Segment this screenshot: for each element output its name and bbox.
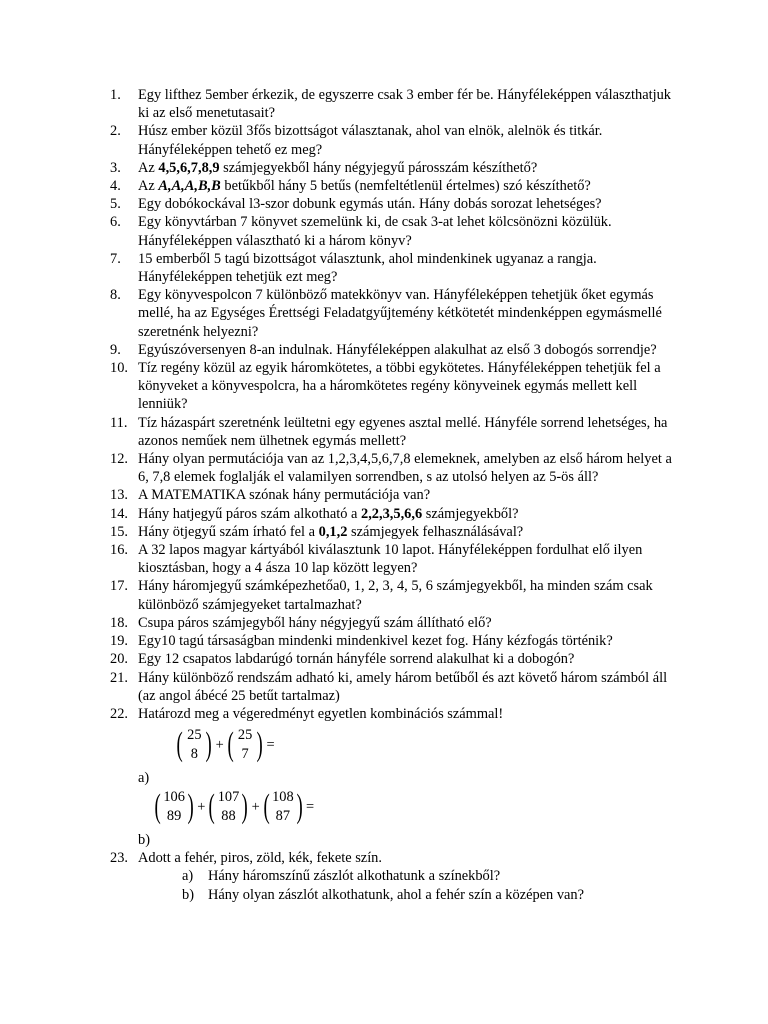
binomial-coefficient bbox=[225, 725, 266, 765]
problem-text: Adott a fehér, piros, zöld, kék, fekete szín. bbox=[138, 850, 382, 867]
problem-text bbox=[138, 524, 523, 540]
text-run: Hány különböző rendszám adható ki, amely három betűből és azt követő három számból áll (az angol ábécé 25 betűt tartalmaz) bbox=[138, 669, 668, 704]
problem-text bbox=[138, 651, 574, 667]
binomial-coefficient bbox=[261, 787, 305, 827]
binomial-stack bbox=[236, 726, 254, 764]
problem-number: 4. bbox=[110, 178, 121, 195]
right-paren: ) bbox=[187, 788, 194, 826]
problem-number: 13. bbox=[110, 487, 128, 504]
binomial-bottom: 7 bbox=[241, 746, 249, 763]
problem-text bbox=[138, 123, 602, 157]
text-run: Csupa páros számjegyből hány négyjegyű szám állítható elő? bbox=[138, 614, 492, 631]
problem-number: 18. bbox=[110, 614, 128, 631]
left-paren: ( bbox=[176, 726, 183, 764]
problem-number: 17. bbox=[110, 578, 128, 595]
problem-number: 14. bbox=[110, 505, 128, 522]
text-run: Egy könyvespolcon 7 különböző matekkönyv van. Hányféleképpen tehetjük őket egymás mellé, ha az Egységes Érettségi Feladatgyűjtemény kétkötetét mindenképpen egymásmellé szeretnénk helyezni? bbox=[138, 287, 662, 340]
emphasis-run: 4,5,6,7,8,9 bbox=[158, 159, 220, 176]
text-run: Egy könyvtárban 7 könyvet szemelünk ki, de csak 3-at lehet kölcsönözni közülük. Hányféleképpen választható ki a három könyv? bbox=[138, 214, 612, 249]
text-run: számjegyekből hány négyjegyű párosszám készíthető? bbox=[219, 159, 538, 176]
problem-item bbox=[110, 849, 680, 904]
sub-question-text: Hány háromszínű zászlót alkothatunk a színekből? bbox=[208, 868, 501, 885]
problem-text bbox=[138, 196, 602, 212]
text-run: Az bbox=[138, 159, 159, 176]
text-run: A MATEMATIKA szónak hány permutációja van? bbox=[138, 487, 431, 504]
left-paren: ( bbox=[227, 726, 234, 764]
text-run: betűkből hány 5 betűs (nemfeltétlenül értelmes) szó készíthető? bbox=[220, 178, 591, 195]
problem-item bbox=[110, 632, 680, 650]
binomial-stack bbox=[163, 788, 185, 826]
problem-number: 21. bbox=[110, 669, 128, 686]
problem-number: 15. bbox=[110, 523, 128, 540]
emphasis-run: 0,1,2 bbox=[318, 523, 348, 540]
problem-number: 7. bbox=[110, 250, 121, 267]
text-run: Egy dobókockával l3-szor dobunk egymás után. Hány dobás sorozat lehetséges? bbox=[138, 196, 602, 213]
binomial-expression bbox=[138, 787, 680, 831]
text-run: Hány hatjegyű páros szám alkotható a bbox=[138, 505, 361, 522]
plus-sign: + bbox=[215, 737, 224, 753]
problem-text bbox=[138, 451, 672, 485]
problem-item bbox=[110, 341, 680, 359]
problem-item bbox=[110, 359, 680, 414]
sub-question-list bbox=[138, 867, 680, 903]
problem-item bbox=[110, 195, 680, 213]
problem-number: 3. bbox=[110, 159, 121, 176]
text-run: A 32 lapos magyar kártyából kiválasztunk 10 lapot. Hányféleképpen fordulhat elő ilyen kiosztásban, hogy a 4 ásza 10 lap között legyen? bbox=[138, 542, 643, 577]
text-run: Határozd meg a végeredményt egyetlen kombinációs számmal! bbox=[138, 705, 504, 722]
text-run: Hány háromjegyű számképezhetőa0, 1, 2, 3, 4, 5, 6 számjegyekből, ha minden szám csak különböző számjegyeket tartalmazhat? bbox=[138, 578, 653, 613]
text-run: Hány olyan permutációja van az 1,2,3,4,5,6,7,8 elemeknek, amelyben az első három helyet a 6, 7,8 elemek foglalják el valamilyen sorrendben, s az utolsó helyen az 5-ös áll? bbox=[138, 451, 672, 486]
binomial-bottom: 87 bbox=[275, 808, 291, 825]
formula-block bbox=[110, 725, 680, 787]
equals-sign: = bbox=[306, 799, 315, 815]
problem-text bbox=[138, 706, 503, 722]
problem-text bbox=[138, 487, 430, 503]
binomial-bottom: 89 bbox=[166, 808, 182, 825]
problem-item bbox=[110, 159, 680, 177]
binomial-stack bbox=[218, 788, 240, 826]
problem-text bbox=[138, 360, 661, 412]
problem-text bbox=[138, 578, 653, 612]
emphasis-run: 2,2,3,5,6,6 bbox=[361, 505, 423, 522]
problem-number: 12. bbox=[110, 451, 128, 468]
binomial-coefficient bbox=[152, 787, 196, 827]
problem-number: 1. bbox=[110, 87, 121, 103]
right-paren: ) bbox=[205, 726, 213, 764]
problem-item bbox=[110, 86, 680, 122]
left-paren: ( bbox=[154, 788, 161, 826]
binomial-stack bbox=[185, 726, 203, 764]
problem-number: 23. bbox=[110, 850, 128, 867]
right-paren: ) bbox=[241, 788, 249, 826]
problem-item bbox=[110, 250, 680, 286]
text-run: 15 emberből 5 tagú bizottságot választunk, ahol mindenkinek ugyanaz a rangja. Hányféleképpen tehetjük ezt meg? bbox=[138, 250, 597, 286]
right-paren: ) bbox=[296, 788, 303, 826]
binomial-top: 108 bbox=[272, 789, 294, 806]
left-paren: ( bbox=[208, 788, 216, 826]
text-run: Egy10 tagú társaságban mindenki mindenkivel kezet fog. Hány kézfogás történik? bbox=[138, 633, 613, 650]
problem-item bbox=[110, 705, 680, 723]
problem-text bbox=[138, 160, 537, 176]
equals-sign: = bbox=[266, 737, 275, 753]
problem-number: 16. bbox=[110, 542, 128, 559]
formula-label: a) bbox=[138, 770, 150, 787]
problem-item bbox=[110, 650, 680, 668]
problem-number: 11. bbox=[110, 414, 128, 431]
text-run: számjegyekből? bbox=[422, 505, 519, 522]
text-run: Az bbox=[138, 178, 159, 195]
text-run: Tíz házaspárt szeretnénk leültetni egy egyenes asztal mellé. Hányféle sorrend lehetséges, ha azonos neműek nem ülhetnek egymás mellett? bbox=[138, 414, 668, 449]
sub-question bbox=[160, 886, 680, 904]
problem-number: 9. bbox=[110, 341, 121, 358]
problem-item bbox=[110, 177, 680, 195]
left-paren: ( bbox=[263, 788, 270, 826]
sub-question-text: Hány olyan zászlót alkothatunk, ahol a fehér szín a középen van? bbox=[208, 886, 585, 903]
text-run: Tíz regény közül az egyik háromkötetes, a többi egykötetes. Hányféleképpen tehetjük fel a könyveket a könyvespolcra, ha a háromkötetes regény könyveinek egymás mellett kell lenniük? bbox=[138, 360, 661, 413]
problem-number: 8. bbox=[110, 287, 121, 304]
binomial-top: 25 bbox=[237, 727, 253, 744]
sub-question bbox=[160, 867, 680, 885]
problem-text bbox=[138, 251, 597, 285]
problem-text bbox=[138, 615, 492, 631]
problem-number: 2. bbox=[110, 123, 121, 140]
problem-item bbox=[110, 669, 680, 705]
problem-number: 5. bbox=[110, 196, 121, 213]
problem-number: 6. bbox=[110, 214, 121, 231]
problem-number: 19. bbox=[110, 633, 128, 650]
problem-item bbox=[110, 286, 680, 341]
binomial-expression bbox=[138, 725, 680, 769]
binomial-bottom: 8 bbox=[190, 746, 198, 763]
problem-number: 10. bbox=[110, 360, 128, 377]
right-paren: ) bbox=[256, 726, 263, 764]
problem-item bbox=[110, 122, 680, 158]
text-run: számjegyek felhasználásával? bbox=[347, 523, 524, 540]
problem-text bbox=[138, 214, 612, 248]
text-run: Egyúszóversenyen 8-an indulnak. Hányféleképpen alakulhat az első 3 dobogós sorrendje? bbox=[138, 341, 657, 358]
problem-item bbox=[110, 414, 680, 450]
sub-question-label: a) bbox=[182, 868, 194, 885]
binomial-top: 106 bbox=[163, 789, 185, 806]
problem-text bbox=[138, 287, 662, 339]
problem-list bbox=[110, 86, 680, 904]
sub-question-label: b) bbox=[182, 886, 194, 903]
problem-text bbox=[138, 178, 591, 194]
problem-text bbox=[138, 670, 667, 704]
plus-sign: + bbox=[251, 799, 260, 815]
problem-item bbox=[110, 614, 680, 632]
binomial-top: 25 bbox=[187, 727, 202, 744]
text-run: Hány ötjegyű szám írható fel a bbox=[138, 523, 319, 540]
text-run: Egy 12 csapatos labdarúgó tornán hányféle sorrend alakulhat ki a dobogón? bbox=[138, 651, 575, 668]
problem-item bbox=[110, 213, 680, 249]
text-run: Húsz ember közül 3fős bizottságot választanak, ahol van elnök, alelnök és titkár. Hányféleképpen tehető ez meg? bbox=[138, 123, 603, 158]
plus-sign: + bbox=[197, 799, 206, 815]
formula-label: b) bbox=[138, 832, 150, 849]
binomial-bottom: 88 bbox=[221, 808, 236, 825]
problem-text bbox=[138, 415, 667, 449]
binomial-top: 107 bbox=[217, 789, 240, 806]
problem-item bbox=[110, 505, 680, 523]
problem-number: 22. bbox=[110, 705, 128, 722]
problem-item bbox=[110, 541, 680, 577]
problem-text bbox=[138, 542, 642, 576]
problem-text bbox=[138, 87, 671, 121]
problem-text bbox=[138, 506, 518, 522]
binomial-coefficient bbox=[174, 725, 215, 765]
problem-text bbox=[138, 342, 657, 358]
emphasis-run: A,A,A,B,B bbox=[158, 178, 221, 195]
problem-item bbox=[110, 523, 680, 541]
problem-item bbox=[110, 450, 680, 486]
problem-item bbox=[110, 486, 680, 504]
formula-block bbox=[110, 787, 680, 849]
problem-item bbox=[110, 577, 680, 613]
text-run: Egy lifthez 5ember érkezik, de egyszerre csak 3 ember fér be. Hányféleképpen választhatjuk ki az első menetutasait? bbox=[138, 87, 671, 122]
binomial-stack bbox=[272, 788, 294, 826]
problem-number: 20. bbox=[110, 651, 128, 668]
problem-text bbox=[138, 633, 613, 649]
binomial-coefficient bbox=[206, 787, 250, 827]
